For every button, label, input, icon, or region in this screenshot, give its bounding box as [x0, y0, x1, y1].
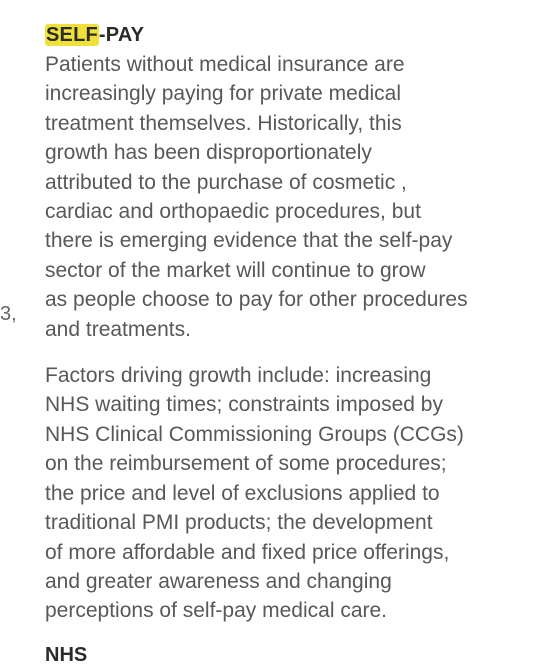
paragraph-line: NHS Clinical Commissioning Groups (CCGs)	[45, 422, 464, 446]
clipped-left-column-text: 3,	[0, 303, 17, 325]
paragraph-line: and treatments.	[45, 317, 191, 341]
paragraph-line: sector of the market will continue to grow	[45, 258, 426, 282]
paragraph-factors	[45, 361, 525, 626]
paragraph-line: the price and level of exclusions applied to	[45, 481, 440, 505]
self-pay-section	[45, 22, 525, 626]
paragraph-line: treatment themselves. Historically, this	[45, 111, 402, 135]
section-heading	[45, 22, 525, 48]
next-section-heading: NHS	[45, 644, 88, 666]
paragraph-line: attributed to the purchase of cosmetic ,	[45, 170, 407, 194]
paragraph-line: Patients without medical insurance are	[45, 53, 405, 76]
paragraph-line: and greater awareness and changing	[45, 569, 392, 593]
paragraph-line: growth has been disproportionately	[45, 141, 372, 165]
paragraph-line: NHS waiting times; constraints imposed by	[45, 393, 443, 417]
heading-rest: -PAY	[98, 24, 145, 46]
paragraph-line: increasingly paying for private medical	[45, 82, 402, 106]
paragraph-intro	[45, 50, 525, 344]
paragraph-line: cardiac and orthopaedic procedures, but	[45, 200, 421, 224]
paragraph-line: of more affordable and fixed price offerings,	[45, 540, 450, 564]
paragraph-line: as people choose to pay for other procedures	[45, 288, 468, 312]
paragraph-line: on the reimbursement of some procedures;	[45, 452, 447, 476]
paragraph-line: perceptions of self-pay medical care.	[45, 599, 387, 623]
paragraph-line: Factors driving growth include: increasing	[45, 364, 432, 388]
paragraph-line: traditional PMI products; the development	[45, 511, 433, 535]
highlighted-text[interactable]: SELF	[46, 24, 98, 46]
paragraph-line: there is emerging evidence that the self-pay	[45, 229, 453, 253]
